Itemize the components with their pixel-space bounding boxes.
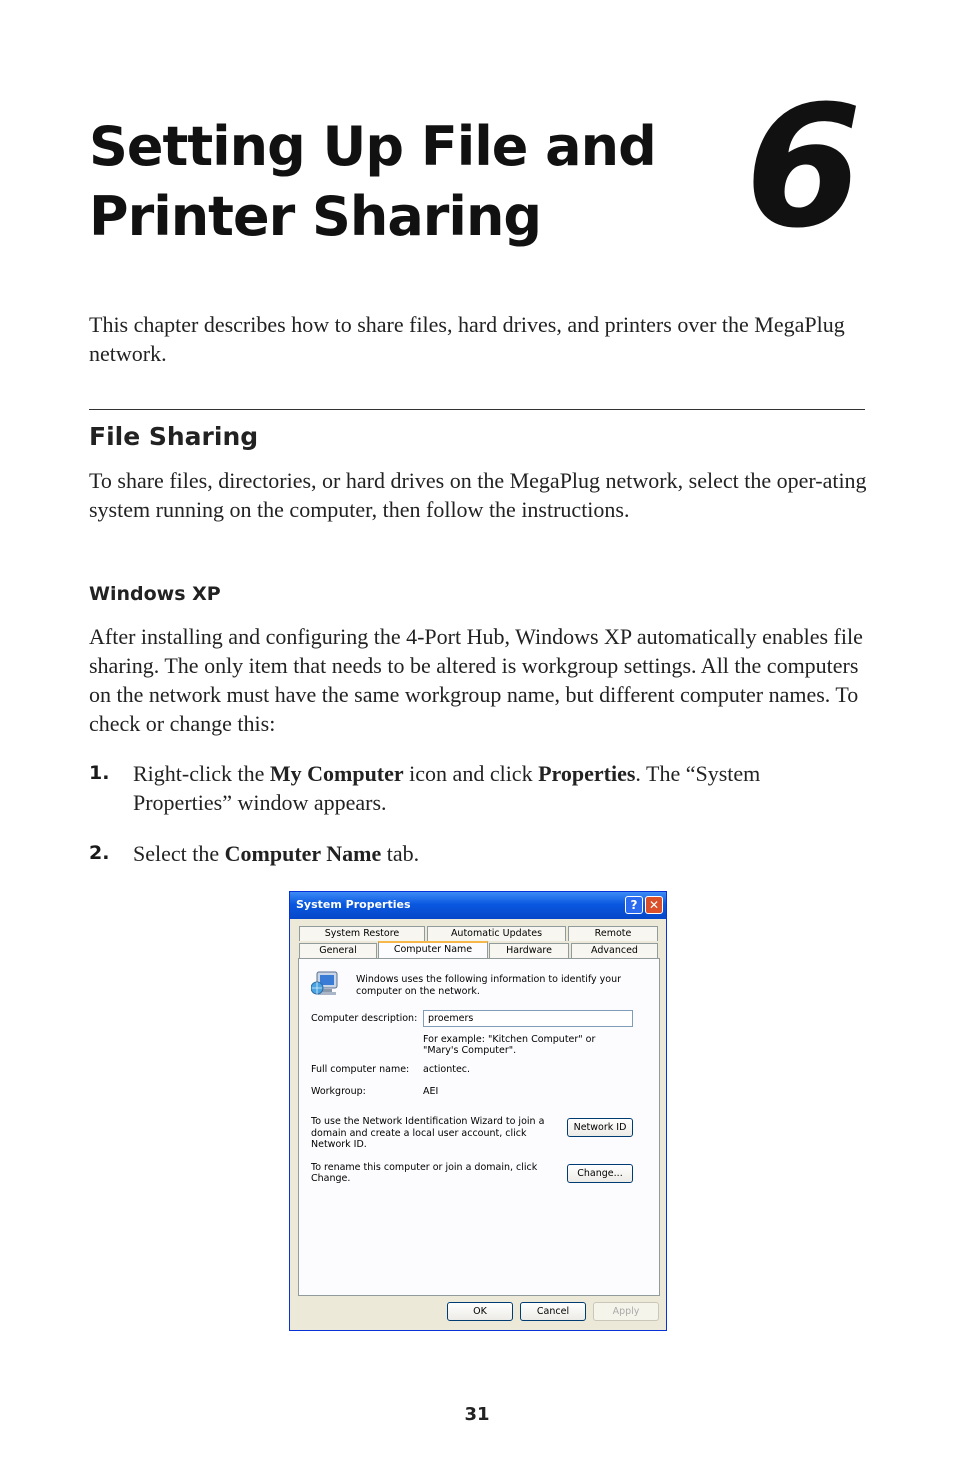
change-button[interactable]: Change...	[567, 1164, 633, 1183]
example-text: For example: "Kitchen Computer" or "Mary's Computer".	[423, 1034, 596, 1056]
dialog-title: System Properties	[296, 898, 411, 911]
computer-description-input[interactable]: proemers	[423, 1010, 633, 1027]
step-text-part: Right-click the	[133, 761, 270, 786]
step-text-part: tab.	[381, 841, 420, 866]
step-text	[133, 839, 853, 868]
windows-xp-heading: Windows XP	[89, 583, 221, 605]
dialog-titlebar[interactable]	[290, 892, 666, 919]
full-name-value: actiontec.	[423, 1064, 471, 1075]
file-sharing-paragraph: To share files, directories, or hard drives on the MegaPlug network, select the oper-ating system running on the computer, then follow the instructions.	[89, 468, 867, 522]
network-id-button[interactable]: Network ID	[567, 1118, 633, 1137]
chapter-number: 6	[745, 69, 862, 265]
tab-system-restore[interactable]: System Restore	[299, 926, 425, 941]
file-sharing-heading: File Sharing	[89, 422, 259, 451]
chapter-title	[89, 112, 656, 252]
help-icon[interactable]: ?	[625, 896, 643, 914]
tab-hardware[interactable]: Hardware	[489, 943, 569, 958]
step-text	[133, 759, 853, 817]
tab-automatic-updates[interactable]: Automatic Updates	[427, 926, 566, 941]
intro-paragraph: This chapter describes how to share files, hard drives, and printers over the MegaPlug network.	[89, 312, 845, 366]
page-number: 31	[464, 1404, 490, 1425]
section-divider	[89, 409, 865, 410]
system-properties-dialog	[289, 891, 667, 1331]
info-text: Windows uses the following information to identify your computer on the network.	[356, 974, 622, 997]
tab-advanced[interactable]: Advanced	[571, 943, 658, 958]
cancel-button[interactable]: Cancel	[520, 1302, 586, 1321]
workgroup-value: AEI	[423, 1086, 439, 1097]
step-bold-term: My Computer	[269, 761, 404, 786]
step-text-part: Select the	[133, 841, 225, 866]
close-icon[interactable]: ✕	[645, 896, 663, 914]
step-bold-term: Properties	[538, 761, 636, 786]
computer-name-panel	[298, 958, 660, 1296]
step-text-part: icon and click	[403, 761, 539, 786]
tab-computer-name[interactable]: Computer Name	[378, 941, 488, 958]
apply-button[interactable]: Apply	[593, 1302, 659, 1321]
step-number: 2.	[89, 842, 110, 864]
chapter-title-line-1: Setting Up File and	[89, 115, 656, 178]
step-number: 1.	[89, 762, 110, 784]
workgroup-label: Workgroup:	[311, 1086, 366, 1097]
description-label: Computer description:	[311, 1013, 418, 1024]
windows-xp-paragraph: After installing and configuring the 4-Port Hub, Windows XP automatically enables file sharing. The only item that needs to be altered is workgroup settings. All the computers on the network must have the same workgroup name, but different computer names. To check or change this:	[89, 624, 863, 736]
computer-icon	[311, 971, 339, 997]
network-id-text: To use the Network Identification Wizard to join a domain and create a local user account, click Network ID.	[311, 1116, 545, 1150]
rename-text: To rename this computer or join a domain, click Change.	[311, 1162, 538, 1184]
chapter-title-line-2: Printer Sharing	[89, 185, 542, 248]
tab-remote[interactable]: Remote	[568, 926, 658, 941]
step-bold-term: Computer Name	[224, 841, 382, 866]
step-text-part: . The “System Properties” window appears.	[133, 761, 761, 815]
ok-button[interactable]: OK	[447, 1302, 513, 1321]
full-name-label: Full computer name:	[311, 1064, 410, 1075]
tab-general[interactable]: General	[299, 943, 377, 958]
